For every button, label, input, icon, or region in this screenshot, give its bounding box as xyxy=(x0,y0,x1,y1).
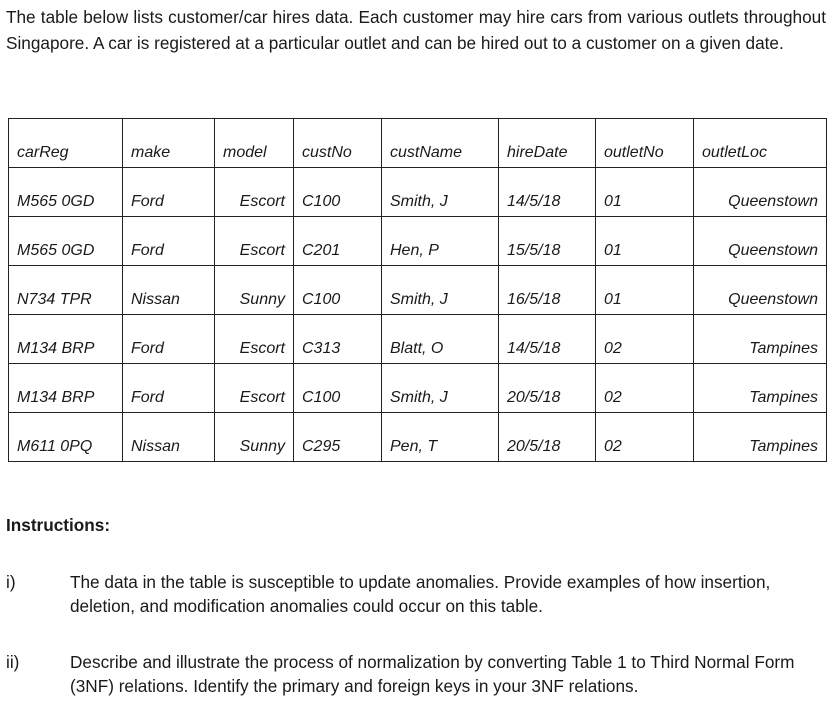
table-cell: Ford xyxy=(123,168,215,217)
table-cell: Nissan xyxy=(123,266,215,315)
table-cell: Escort xyxy=(215,168,294,217)
table-cell: Pen, T xyxy=(382,413,499,462)
table-cell: 16/5/18 xyxy=(499,266,596,315)
table-cell: 02 xyxy=(596,413,694,462)
instruction-text: The data in the table is susceptible to update anomalies. Provide examples of how insertion, deletion, and modification anomalies could occur on this table. xyxy=(70,572,771,616)
column-header: custNo xyxy=(294,119,382,168)
table-cell: Ford xyxy=(123,364,215,413)
instructions-heading: Instructions: xyxy=(6,515,111,535)
table-cell: 01 xyxy=(596,217,694,266)
column-header: hireDate xyxy=(499,119,596,168)
table-cell: 01 xyxy=(596,168,694,217)
table-cell: 02 xyxy=(596,364,694,413)
table-cell: Queenstown xyxy=(694,217,827,266)
customer-car-hires-table xyxy=(8,118,827,462)
table-cell: 02 xyxy=(596,315,694,364)
table-cell: 20/5/18 xyxy=(499,413,596,462)
instruction-number: ii) xyxy=(6,652,20,672)
table-cell: Sunny xyxy=(215,266,294,315)
table-header-row xyxy=(9,119,827,168)
table-cell: N734 TPR xyxy=(9,266,123,315)
table-cell: Ford xyxy=(123,315,215,364)
table-cell: C100 xyxy=(294,168,382,217)
table-row xyxy=(9,413,827,462)
table-cell: Escort xyxy=(215,315,294,364)
table-cell: M565 0GD xyxy=(9,168,123,217)
table-cell: Sunny xyxy=(215,413,294,462)
table-cell: Escort xyxy=(215,364,294,413)
column-header: outletLoc xyxy=(694,119,827,168)
table-row xyxy=(9,217,827,266)
column-header: custName xyxy=(382,119,499,168)
table-cell: C100 xyxy=(294,266,382,315)
table-cell: M565 0GD xyxy=(9,217,123,266)
table-cell: Ford xyxy=(123,217,215,266)
table-row xyxy=(9,168,827,217)
table-cell: Tampines xyxy=(694,413,827,462)
table-cell: M134 BRP xyxy=(9,315,123,364)
table-cell: C313 xyxy=(294,315,382,364)
table-cell: C100 xyxy=(294,364,382,413)
table-cell: Escort xyxy=(215,217,294,266)
table-cell: Smith, J xyxy=(382,168,499,217)
table-cell: C201 xyxy=(294,217,382,266)
table-cell: C295 xyxy=(294,413,382,462)
table-cell: 20/5/18 xyxy=(499,364,596,413)
table-cell: Smith, J xyxy=(382,266,499,315)
table-cell: 14/5/18 xyxy=(499,168,596,217)
column-header: model xyxy=(215,119,294,168)
table-cell: 14/5/18 xyxy=(499,315,596,364)
table-cell: M611 0PQ xyxy=(9,413,123,462)
column-header: carReg xyxy=(9,119,123,168)
table-cell: Smith, J xyxy=(382,364,499,413)
table-cell: Tampines xyxy=(694,364,827,413)
table-cell: Queenstown xyxy=(694,266,827,315)
table-cell: Blatt, O xyxy=(382,315,499,364)
column-header: outletNo xyxy=(596,119,694,168)
table-cell: Nissan xyxy=(123,413,215,462)
table-row xyxy=(9,315,827,364)
instruction-number: i) xyxy=(6,572,16,592)
intro-paragraph: The table below lists customer/car hires data. Each customer may hire cars from various outlets throughout Singapore. A car is registered at a particular outlet and can be hired out to a customer on a given date. xyxy=(6,7,826,53)
table-cell: Queenstown xyxy=(694,168,827,217)
instruction-text: Describe and illustrate the process of normalization by converting Table 1 to Third Normal Form (3NF) relations. Identify the primary and foreign keys in your 3NF relations. xyxy=(70,652,795,696)
column-header: make xyxy=(123,119,215,168)
table-cell: Hen, P xyxy=(382,217,499,266)
table-row xyxy=(9,266,827,315)
table-cell: 15/5/18 xyxy=(499,217,596,266)
table-row xyxy=(9,364,827,413)
table-cell: 01 xyxy=(596,266,694,315)
table-cell: M134 BRP xyxy=(9,364,123,413)
table-cell: Tampines xyxy=(694,315,827,364)
